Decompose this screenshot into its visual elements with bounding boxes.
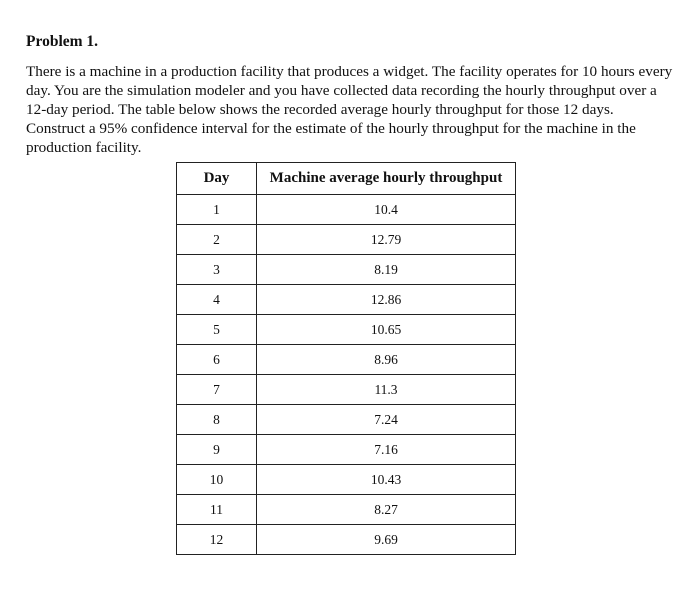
column-header-throughput: Machine average hourly throughput [257,163,516,195]
problem-title: Problem 1. [26,33,99,50]
throughput-cell: 10.4 [257,195,516,225]
column-header-day: Day [177,163,257,195]
day-cell: 8 [177,405,257,435]
throughput-cell: 8.96 [257,345,516,375]
throughput-cell: 12.86 [257,285,516,315]
day-cell: 6 [177,345,257,375]
day-cell: 2 [177,225,257,255]
throughput-cell: 10.65 [257,315,516,345]
throughput-cell: 10.43 [257,465,516,495]
throughput-cell: 8.27 [257,495,516,525]
table-row [177,465,516,495]
day-cell: 11 [177,495,257,525]
throughput-table [176,162,516,555]
table-row [177,495,516,525]
day-cell: 5 [177,315,257,345]
table-row [177,225,516,255]
table-row [177,435,516,465]
table-row [177,255,516,285]
table-row [177,195,516,225]
day-cell: 3 [177,255,257,285]
table-row [177,375,516,405]
table-body [177,195,516,555]
table-header-row [177,163,516,195]
problem-statement: There is a machine in a production facility that produces a widget. The facility operates for 10 hours every day. You are the simulation modeler and you have collected data recording the hourly throughput over a 12-day period. The table below shows the recorded average hourly throughput for those 12 days. Construct a 95% confidence interval for the estimate of the hourly throughput for the machine in the production facility. [26,63,673,156]
table-row [177,345,516,375]
throughput-cell: 12.79 [257,225,516,255]
throughput-cell: 11.3 [257,375,516,405]
day-cell: 7 [177,375,257,405]
day-cell: 1 [177,195,257,225]
day-cell: 9 [177,435,257,465]
throughput-cell: 9.69 [257,525,516,555]
throughput-cell: 8.19 [257,255,516,285]
table-row [177,285,516,315]
table-row [177,525,516,555]
throughput-cell: 7.24 [257,405,516,435]
day-cell: 10 [177,465,257,495]
throughput-cell: 7.16 [257,435,516,465]
day-cell: 4 [177,285,257,315]
day-cell: 12 [177,525,257,555]
table-row [177,315,516,345]
table-row [177,405,516,435]
